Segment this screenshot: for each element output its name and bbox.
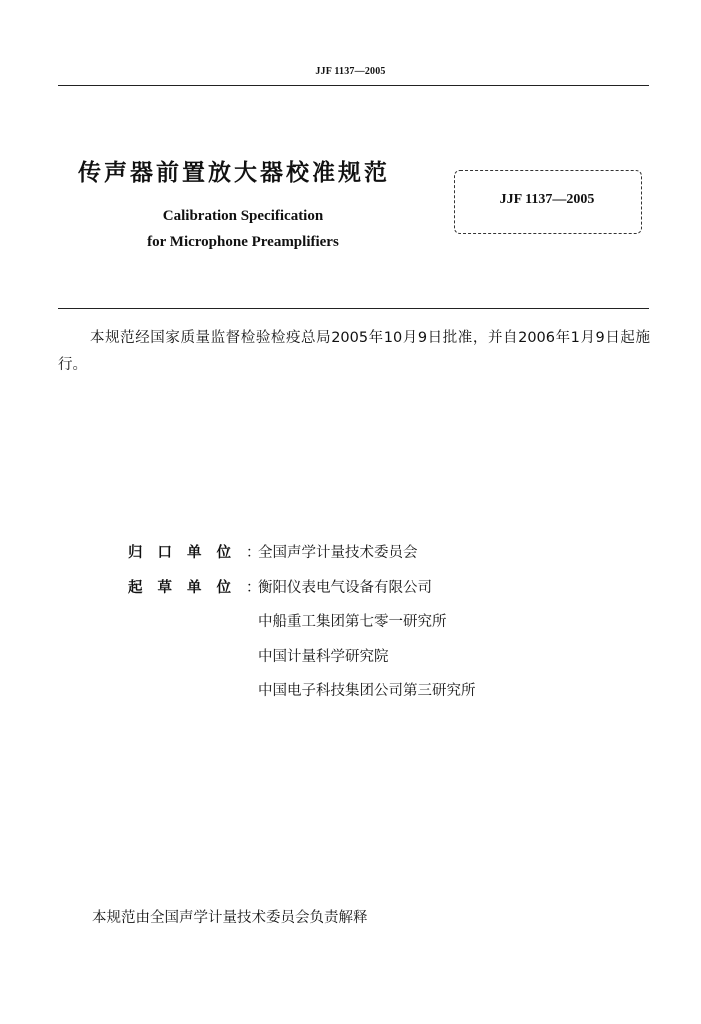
drafting-unit-3: 中国计量科学研究院	[258, 649, 389, 665]
approval-statement: 本规范经国家质量监督检验检疫总局2005年10月9日批准，并自2006年1月9日起施行。	[58, 330, 650, 373]
drafting-unit-2: 中船重工集团第七零一研究所	[258, 614, 447, 630]
centralized-unit-label: 归口单位：	[128, 545, 261, 561]
title-chinese: 传声器前置放大器校准规范	[78, 160, 390, 186]
standard-code: JJF 1137—2005	[499, 192, 595, 207]
drafting-unit-4: 中国电子科技集团公司第三研究所	[258, 683, 476, 699]
section-rule	[58, 308, 649, 309]
header-code: JJF 1137—2005	[315, 66, 386, 77]
drafting-units-label: 起草单位：	[128, 580, 261, 596]
drafting-unit-1: 衡阳仪表电气设备有限公司	[258, 580, 432, 596]
interpretation-note: 本规范由全国声学计量技术委员会负责解释	[92, 910, 368, 926]
header-rule	[58, 85, 649, 86]
title-english-line1: Calibration Specification	[162, 208, 324, 224]
title-english-line2: for Microphone Preamplifiers	[147, 234, 339, 250]
centralized-unit-org: 全国声学计量技术委员会	[258, 545, 418, 561]
